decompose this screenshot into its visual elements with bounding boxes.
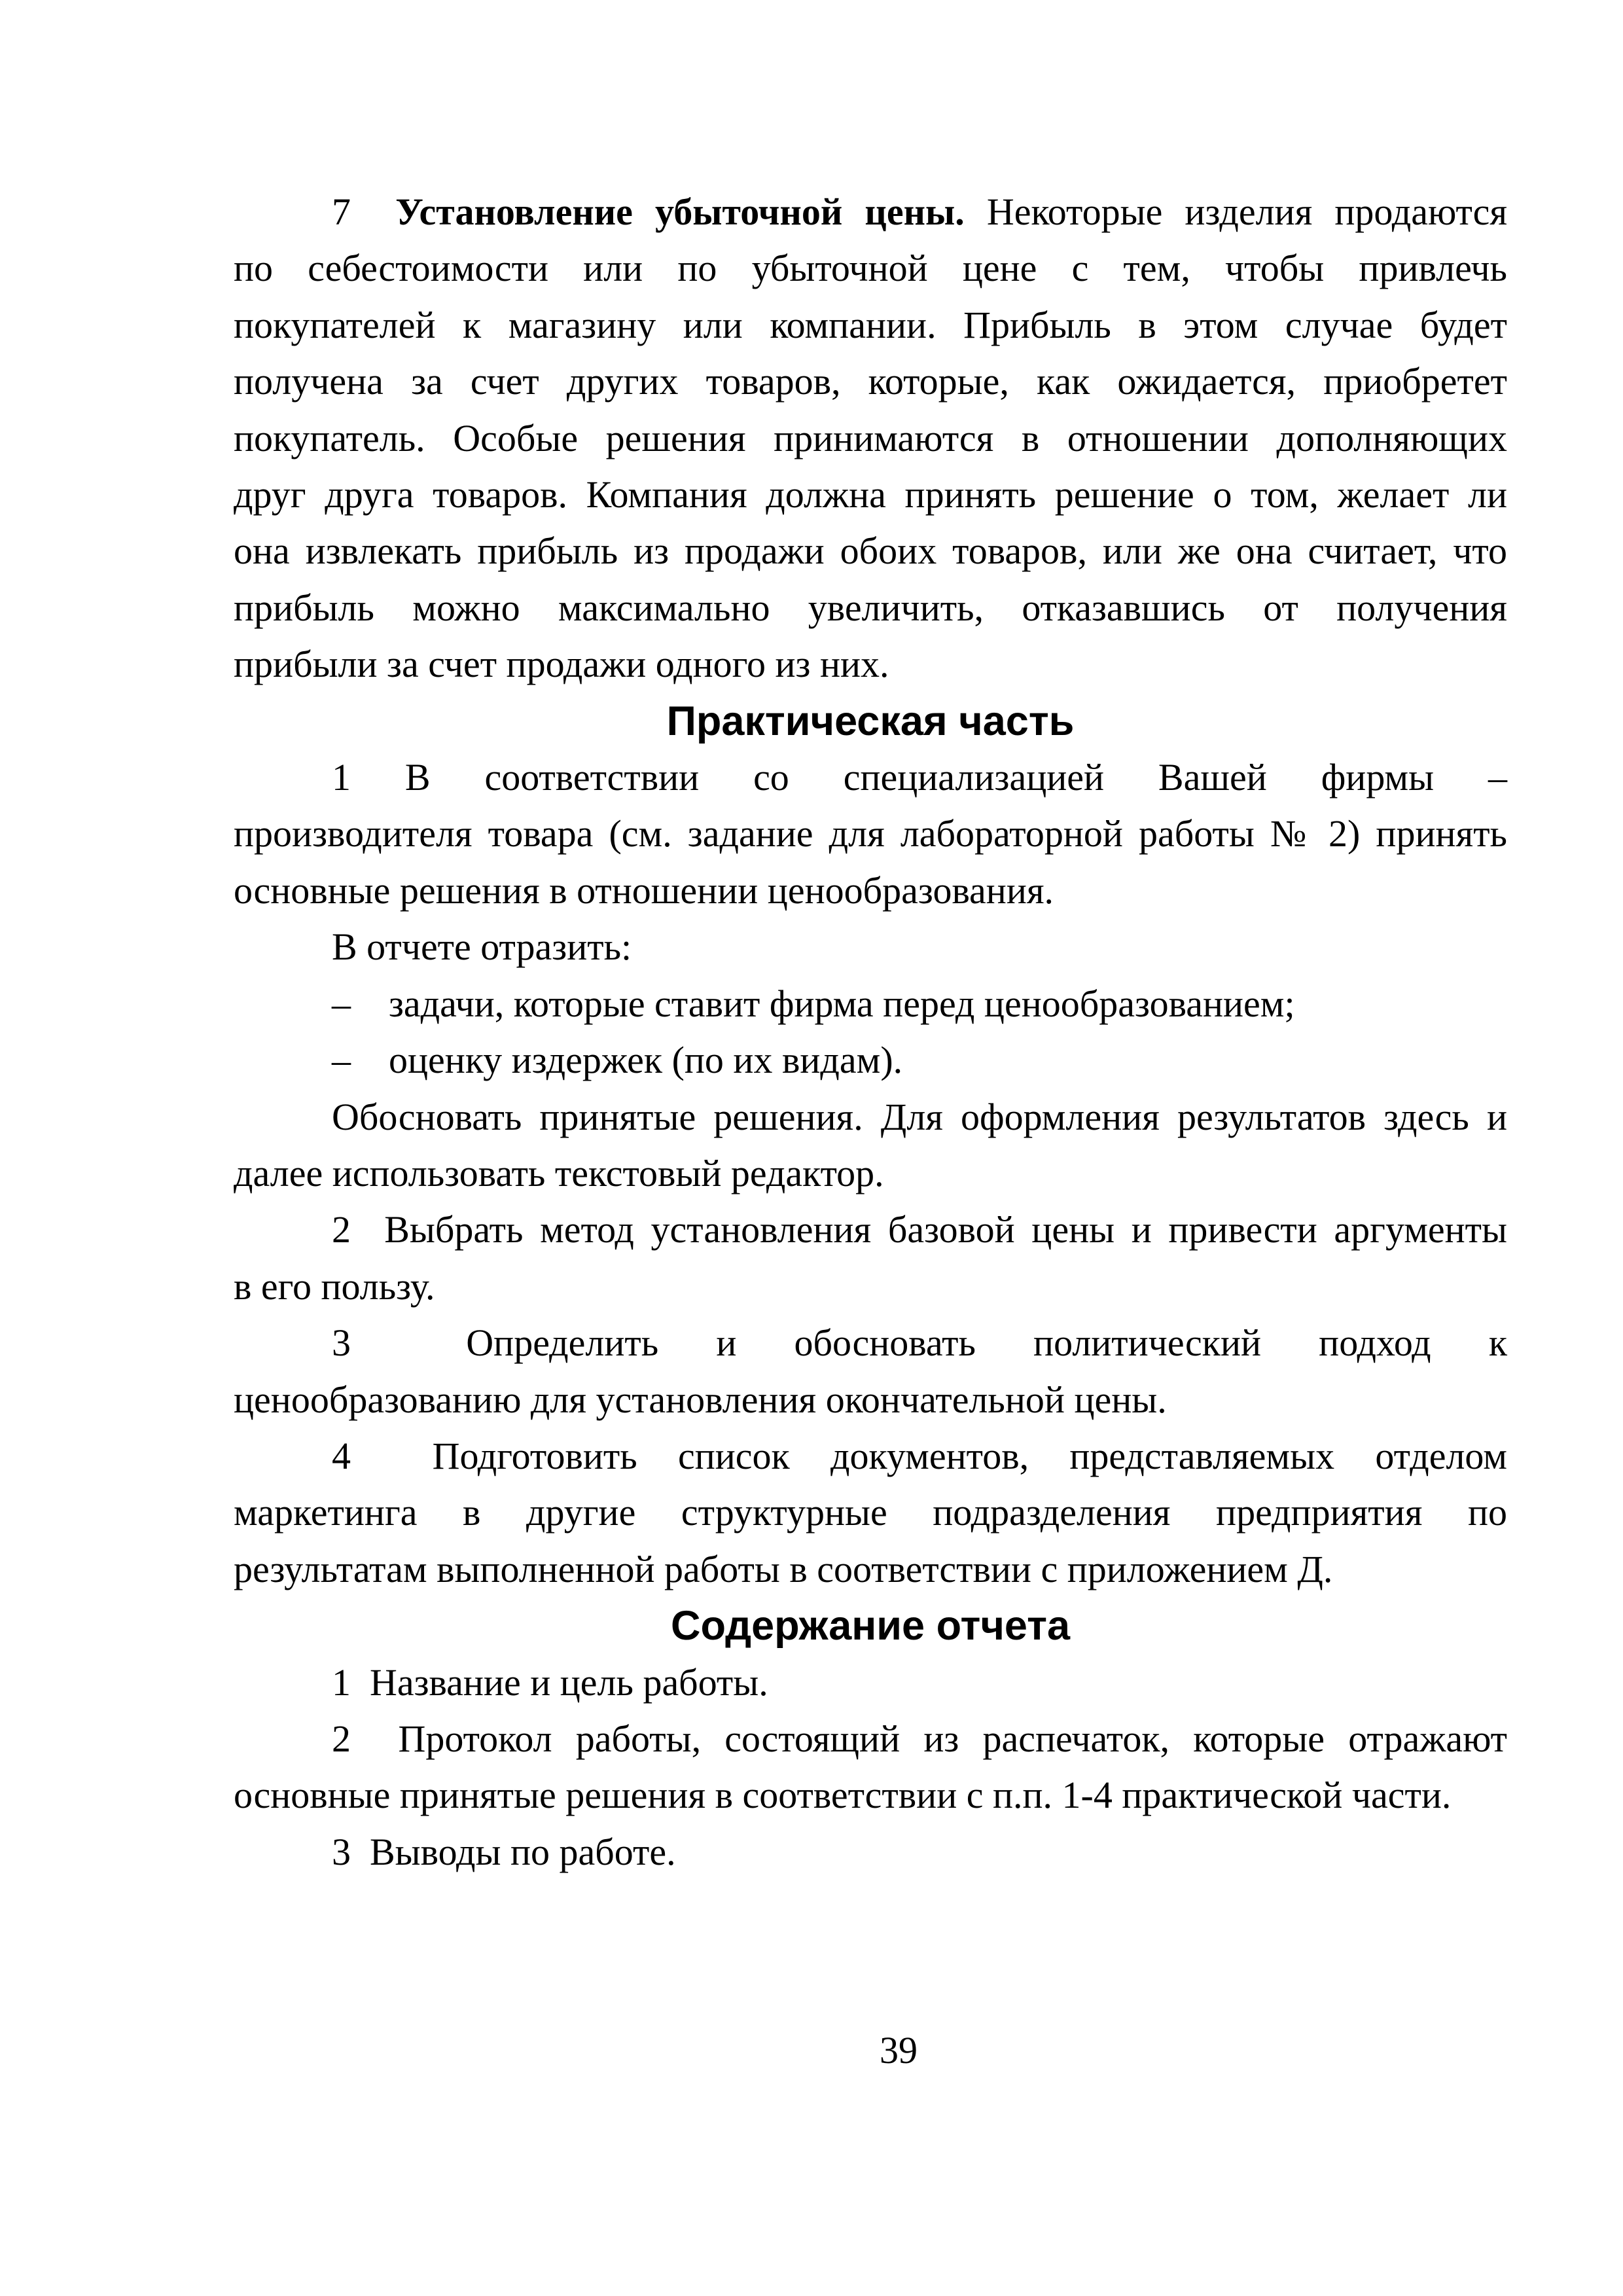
text-line: В отчете отразить:	[332, 925, 632, 969]
text-line: ценообразованию для установления окончательной цены.	[234, 1378, 1167, 1421]
paragraph	[234, 1202, 1507, 1315]
text-line: – задачи, которые ставит фирма перед ценообразованием;	[332, 982, 1295, 1025]
section-heading-text: Практическая часть	[666, 698, 1075, 744]
text-line: она извлекать прибыль из продажи обоих товаров, или же она считает, что	[234, 529, 1507, 573]
text-run: 7	[332, 190, 396, 233]
text-line: покупатель. Особые решения принимаются в отношении дополняющих	[234, 416, 1507, 459]
paragraph	[234, 1315, 1507, 1428]
text-line: в его пользу.	[234, 1265, 435, 1308]
text-line: основные решения в отношении ценообразования.	[234, 869, 1054, 912]
paragraph	[234, 1428, 1507, 1598]
list-item	[234, 976, 1507, 1032]
document-content	[234, 184, 1507, 1880]
text-line: 4 Подготовить список документов, представляемых отделом	[332, 1434, 1507, 1477]
paragraph	[234, 1824, 1507, 1880]
text-line: далее использовать текстовый редактор.	[234, 1151, 884, 1194]
text-line: 3 Выводы по работе.	[332, 1830, 676, 1873]
text-line: 1 В соответствии со специализацией Вашей фирмы –	[332, 756, 1507, 799]
text-run: Некоторые изделия продаются	[964, 190, 1508, 233]
text-line: прибыли за счет продажи одного из них.	[234, 643, 889, 686]
text-line: основные принятые решения в соответствии с п.п. 1-4 практической части.	[234, 1774, 1452, 1817]
section-heading-text: Содержание отчета	[670, 1603, 1071, 1649]
text-line: прибыль можно максимально увеличить, отказавшись от получения	[234, 586, 1507, 629]
section-heading	[234, 1598, 1507, 1654]
paragraph	[234, 1655, 1507, 1711]
text-line: маркетинга в другие структурные подразделения предприятия по	[234, 1491, 1507, 1534]
text-line: покупателей к магазину или компании. Прибыль в этом случае будет	[234, 303, 1507, 346]
text-line	[234, 184, 1507, 240]
paragraph	[234, 1089, 1507, 1202]
paragraph	[234, 1711, 1507, 1824]
text-line: по себестоимости или по убыточной цене с тем, чтобы привлечь	[234, 247, 1507, 290]
text-line: 2 Протокол работы, состоящий из распечаток, которые отражают	[332, 1717, 1507, 1760]
paragraph	[234, 919, 1507, 975]
text-line: результатам выполненной работы в соответствии с приложением Д.	[234, 1547, 1333, 1590]
list-item	[234, 1032, 1507, 1088]
text-line: 1 Название и цель работы.	[332, 1660, 768, 1704]
text-line: друг друга товаров. Компания должна принять решение о том, желает ли	[234, 473, 1507, 516]
section-heading	[234, 693, 1507, 749]
text-line: 2 Выбрать метод установления базовой цены и привести аргументы	[332, 1208, 1507, 1251]
text-line: Обосновать принятые решения. Для оформления результатов здесь и	[332, 1095, 1507, 1138]
paragraph	[234, 749, 1507, 919]
text-line: производителя товара (см. задание для лабораторной работы № 2) принять	[234, 812, 1507, 855]
bold-run: Установление убыточной цены.	[395, 190, 965, 233]
text-line: получена за счет других товаров, которые, как ожидается, приобретет	[234, 360, 1507, 403]
paragraph	[234, 184, 1507, 693]
text-line: – оценку издержек (по их видам).	[332, 1039, 903, 1082]
page-number: 39	[880, 2029, 918, 2072]
text-line: 3 Определить и обосновать политический подход к	[332, 1321, 1507, 1365]
